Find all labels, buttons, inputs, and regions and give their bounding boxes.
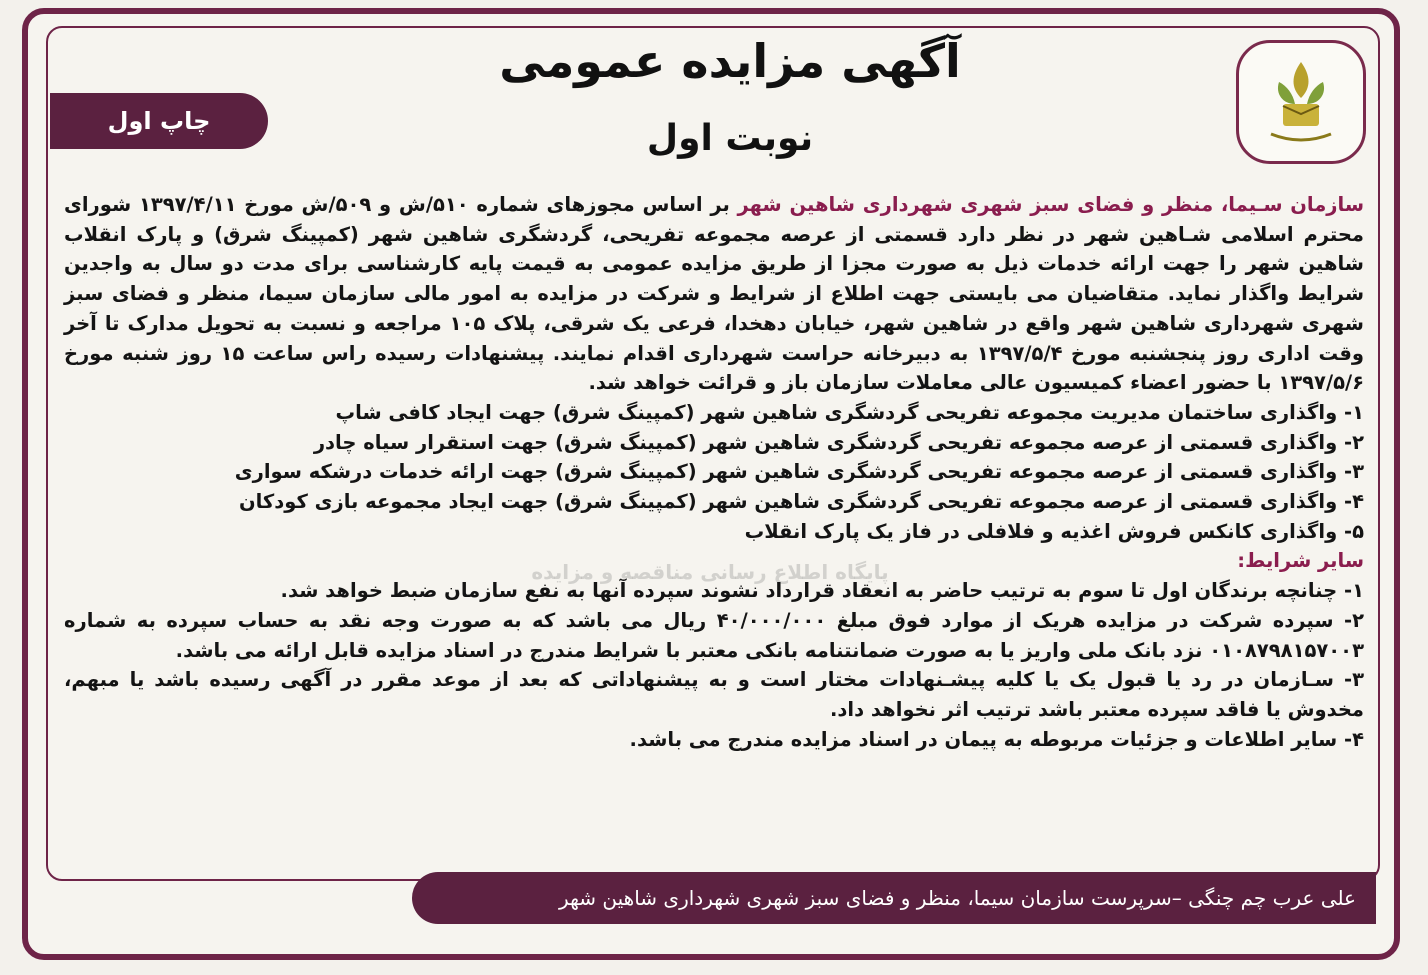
organization-name: سازمان سـیما، منظر و فضای سبز شهری شهرداری شاهین شهر	[737, 193, 1365, 216]
auction-item: ۵- واگذاری کانکس فروش اغذیه و فلافلی در فاز یک پارک انقلاب	[744, 519, 1364, 543]
conditions-heading: سایر شرایط:	[1237, 549, 1364, 573]
watermark: پایگاه اطلاع رسانی مناقصه و مزایده	[531, 560, 889, 584]
print-badge: چاپ اول	[50, 93, 268, 149]
municipality-logo	[1236, 40, 1366, 164]
notice-body	[64, 190, 1364, 754]
notice-title: آگهی مزایده عمومی	[499, 34, 961, 88]
auction-item: ۳- واگذاری قسمتی از عرصه مجموعه تفریحی گردشگری شاهین شهر (کمپینگ شرق) جهت ارائه خدمات درشکه سواری	[234, 460, 1364, 484]
condition-item: ۱- چنانچه برندگان اول تا سوم به ترتیب حاضر به انعقاد قرارداد نشوند سپرده آنها به نفع سازمان ضبط خواهد شد.	[280, 579, 1364, 603]
auction-item: ۱- واگذاری ساختمان مدیریت مجموعه تفریحی گردشگری شاهین شهر (کمپینگ شرق) جهت ایجاد کافی شاپ	[335, 400, 1364, 424]
intro-paragraph	[64, 190, 1364, 398]
notice-subtitle: نوبت اول	[646, 118, 814, 159]
condition-item: ۲- سپرده شرکت در مزایده هریک از موارد فوق مبلغ ۴۰/۰۰۰/۰۰۰ ریال می باشد که به صورت وجه نقد به حساب سپرده به شماره ۰۱۰۸۷۹۸۱۵۷۰۰۳ نزد بانک ملی واریز یا به صورت ضمانتنامه بانکی معتبر با شرایط مندرج در اسناد مزایده قابل ارائه می باشد.	[64, 608, 1364, 662]
signature-text: علی عرب چم چنگی –سرپرست سازمان سیما، منظر و فضای سبز شهری شهرداری شاهین شهر	[559, 886, 1356, 910]
auction-item: ۴- واگذاری قسمتی از عرصه مجموعه تفریحی گردشگری شاهین شهر (کمپینگ شرق) جهت ایجاد مجموعه بازی کودکان	[238, 490, 1364, 514]
condition-item: ۳- سـازمان در رد یا قبول یک یا کلیه پیشـنهادات مختار است و به پیشنهاداتی که بعد از موعد مقرر در آگهی رسیده باشد یا مبهم، مخدوش یا فاقد سپرده معتبر باشد ترتیب اثر نخواهد داد.	[64, 668, 1364, 721]
intro-text: بر اساس مجوزهای شماره ۵۱۰/ش و ۵۰۹/ش مورخ ۱۳۹۷/۴/۱۱ شورای محترم اسلامی شـاهین شهر در نظر دارد قسمتی از عرصه مجموعه تفریحی، گردشگری شاهین شهر (کمپینگ شرق) و پارک انقلاب شاهین شهر را جهت ارائه خدمات ذیل به صورت مجزا از طریق مزایده عمومی به قیمت پایه کارشناسی برای مدت دو سال به واجدین شرایط واگذار نماید. متقاضیان می بایستی جهت اطلاع از شرایط و شرکت در مزایده به امور مالی سازمان سیما، منظر و فضای سبز شهری شهرداری شاهین شهر واقع در شاهین شهر، خیابان دهخدا، فرعی یک شرقی، پلاک ۱۰۵ مراجعه و نسبت به تحویل مدارک تا آخر وقت اداری روز پنجشنبه مورخ ۱۳۹۷/۵/۴ به دبیرخانه حراست شهرداری اقدام نمایند. پیشنهادات رسیده راس ساعت ۱۵ روز شنبه مورخ ۱۳۹۷/۵/۶ با حضور اعضاء کمیسیون عالی معاملات سازمان باز و قرائت خواهد شد.	[64, 193, 1364, 395]
signature-bar	[412, 872, 1376, 924]
auction-item: ۲- واگذاری قسمتی از عرصه مجموعه تفریحی گردشگری شاهین شهر (کمپینگ شرق) جهت استقرار سیاه چادر	[313, 430, 1364, 454]
logo-emblem-icon	[1253, 54, 1349, 150]
condition-item: ۴- سایر اطلاعات و جزئیات مربوطه به پیمان در اسناد مزایده مندرج می باشد.	[629, 727, 1364, 751]
